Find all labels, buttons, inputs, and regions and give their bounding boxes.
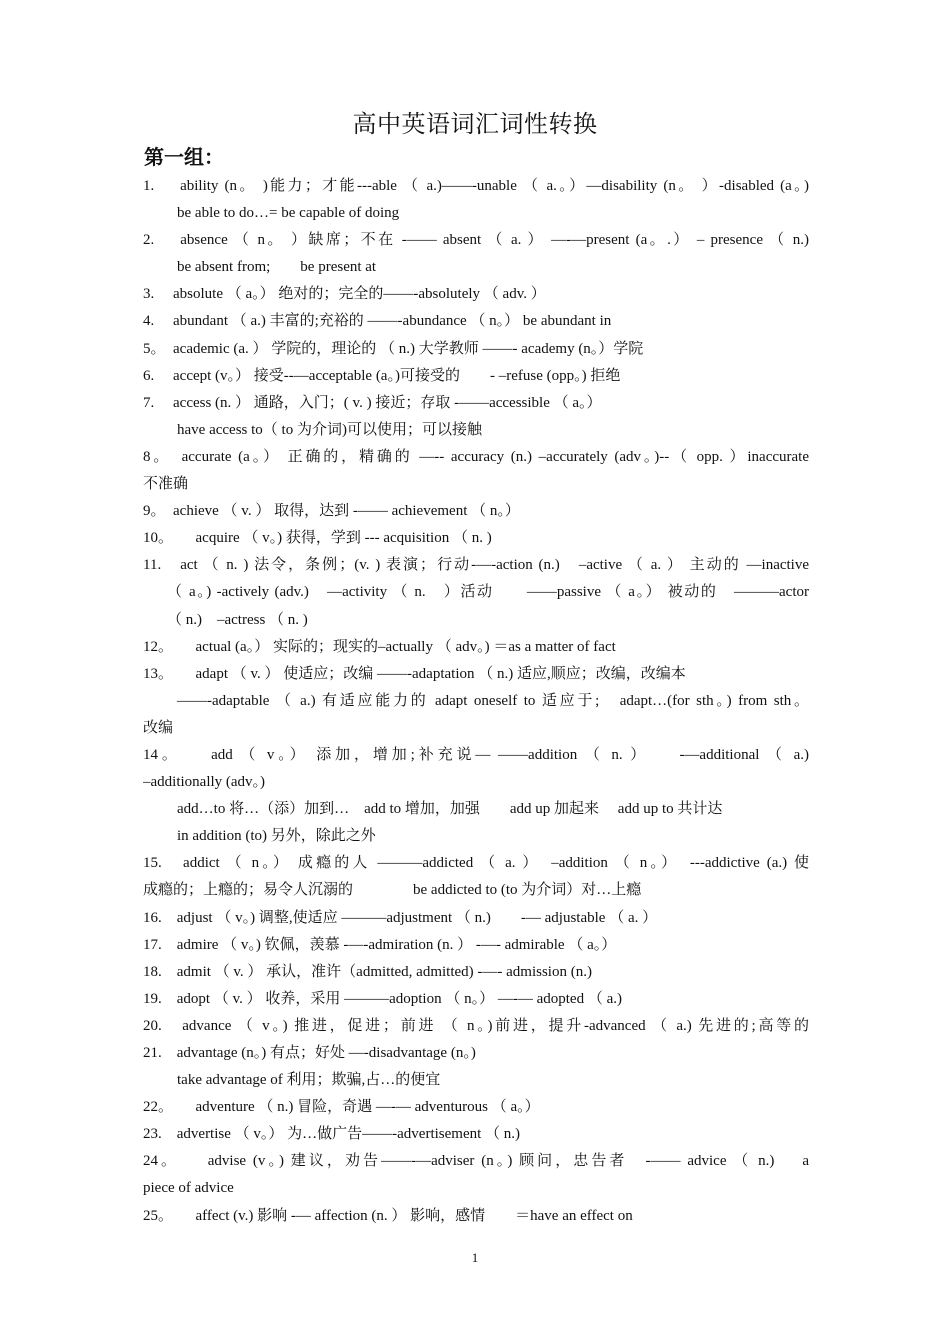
vocab-line: 7. access (n. ） 通路，入门；( v. ) 接近；存取 -——accessible （ a。）	[143, 394, 602, 411]
document-title: 高中英语词汇词性转换	[352, 110, 598, 138]
vocab-line: 20. advance （ v。) 推进，促进；前进 （ n。)前进，提升-advanced （ a.) 先进的;高等的	[143, 1017, 809, 1034]
vocab-line: 12。 actual (a。） 实际的；现实的–actually （ adv。) ＝as a matter of fact	[143, 638, 616, 655]
vocab-line: –additionally (adv。)	[143, 774, 266, 791]
group-heading: 第一组：	[144, 145, 224, 169]
vocab-line: （ a。) -actively (adv.) —activity （ n. ）活动 ——passive （ a。） 被动的 ———actor	[167, 584, 809, 601]
vocab-line: 21. advantage (n。) 有点；好处 —-disadvantage (n。)	[143, 1045, 476, 1061]
vocab-line: take advantage of 利用；欺骗,占…的便宜	[177, 1072, 441, 1089]
vocab-line: 16. adjust （ v。) 调整,使适应 ———adjustment （ n.) -— adjustable （ a. ）	[143, 909, 658, 926]
vocab-line: 2. absence （ n。 ）缺席；不在 -—— absent （ a. ） —-—present (a。.） – presence （ n.)	[143, 232, 809, 249]
vocab-line: 14。 add （ v。） 添加，增加;补充说— ——addition （ n. ） -—additional （ a.)	[143, 746, 809, 763]
vocab-line: 6. accept (v。） 接受--—acceptable (a。)可接受的 - –refuse (opp。) 拒绝	[143, 367, 621, 384]
vocab-line: 24。 advise (v。) 建议，劝告——-—adviser (n。) 顾问，忠告者 -—— advice （ n.) a	[143, 1153, 809, 1170]
vocab-line: 改编	[143, 719, 174, 736]
vocab-line: in addition (to) 另外，除此之外	[177, 828, 376, 845]
vocab-line: 15. addict （ n。） 成瘾的人 ———addicted （ a. ） –addition （ n。） ---addictive (a.) 使	[143, 855, 809, 872]
vocab-line: ——-adaptable （ a.) 有适应能力的 adapt oneself to 适应于; adapt…(for sth。) from sth。	[177, 692, 809, 709]
vocab-line: 成瘾的；上瘾的；易令人沉溺的 be addicted to (to 为介词）对…上瘾	[143, 882, 642, 899]
vocab-line: 1. ability (n。 )能力；才能---able （ a.)——-unable （ a.。）—disability (n。 ）-disabled (a。)	[143, 178, 809, 194]
vocabulary-list	[143, 173, 809, 1230]
vocab-line: 10。 acquire （ v。) 获得，学到 --- acquisition （ n. )	[143, 530, 492, 547]
vocab-line: 25。 affect (v.) 影响 -— affection (n. ） 影响，感情 ＝have an effect on	[143, 1207, 633, 1224]
vocab-line: 9。 achieve （ v. ） 取得，达到 -—— achievement （ n。）	[143, 503, 520, 520]
vocab-line: 8。 accurate (a。） 正确的，精确的 —-- accuracy (n.) –accurately (adv。)--（ opp. ）inaccurate	[143, 448, 809, 465]
vocab-line: 19. adopt （ v. ） 收养，采用 ———adoption （ n。） —-— adopted （ a.)	[143, 990, 622, 1007]
vocab-line: piece of advice	[143, 1180, 234, 1197]
page-number: 1	[471, 1250, 479, 1265]
vocab-line: 11. act （ n. ) 法令，条例；(v. ) 表演；行动-—-action (n.) –active （ a. ） 主动的 —inactive	[143, 557, 809, 574]
vocab-line: 不准确	[143, 476, 189, 493]
vocab-line: 22。 adventure （ n.) 冒险，奇遇 —-— adventurous （ a。）	[143, 1099, 540, 1116]
vocab-line: add…to 将…（添）加到… add to 增加，加强 add up 加起来 add up to 共计达	[177, 801, 723, 818]
vocab-line: have access to（ to 为介词)可以使用；可以接触	[177, 421, 482, 438]
vocab-line: 23. advertise （ v。） 为…做广告——-advertisement （ n.)	[143, 1126, 521, 1143]
vocab-line: 3. absolute （ a。） 绝对的；完全的——-absolutely （ adv. ）	[143, 286, 546, 303]
vocab-line: be able to do…= be capable of doing	[177, 205, 400, 222]
vocab-line: 5。 academic (a. ） 学院的，理论的 （ n.) 大学教师 ——- academy (n。）学院	[143, 340, 644, 357]
vocab-line: be absent from; be present at	[177, 259, 377, 276]
vocab-line: 13。 adapt （ v. ） 使适应；改编 ——-adaptation （ n.) 适应,顺应；改编，改编本	[143, 665, 686, 682]
vocab-line: 18. admit （ v. ） 承认，准许（admitted, admitted) -—- admission (n.)	[143, 963, 592, 980]
vocab-line: （ n.) –actress （ n. )	[167, 611, 308, 628]
vocab-line: 4. abundant （ a.) 丰富的;充裕的 ——-abundance （ n。） be abundant in	[143, 313, 612, 330]
vocab-line: 17. admire （ v。) 钦佩，羡慕 -—-admiration (n. ） -—- admirable （ a。）	[143, 936, 617, 953]
